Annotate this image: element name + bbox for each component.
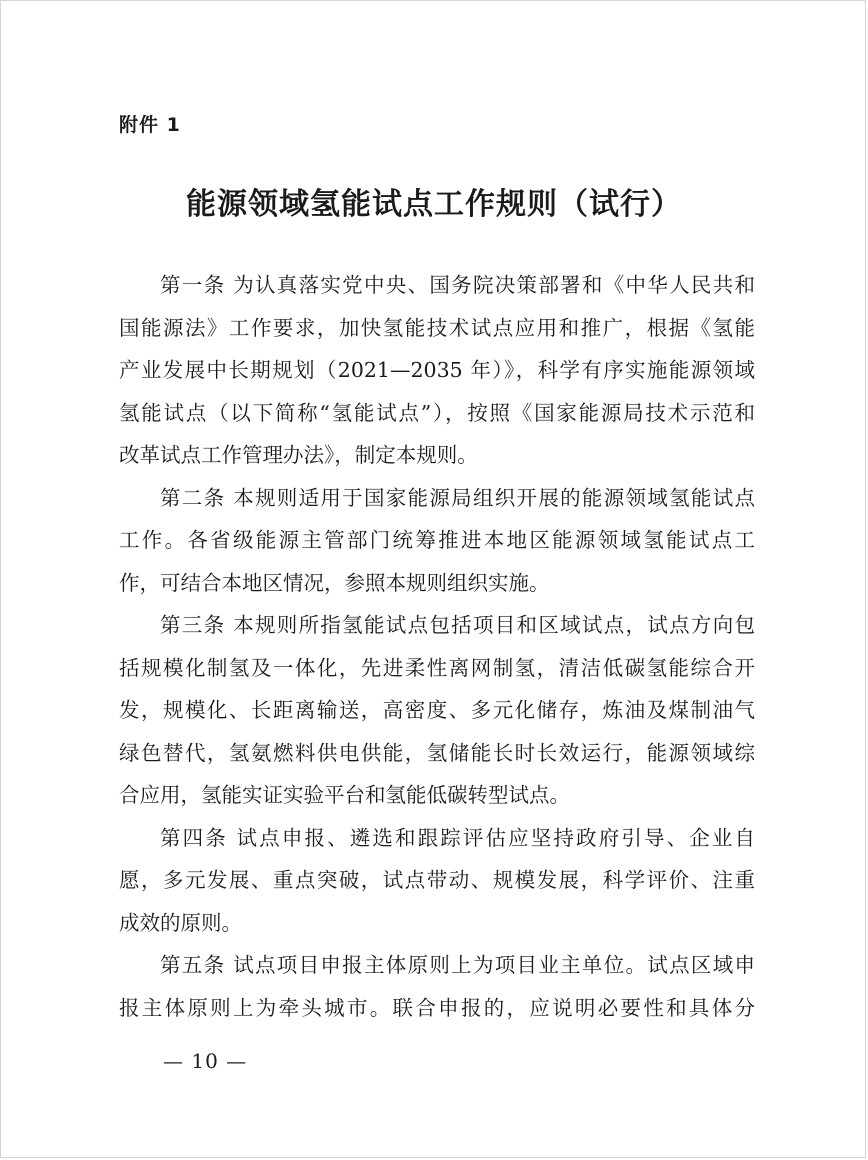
text-line: 改革试点工作管理办法》，制定本规则。: [119, 443, 478, 467]
paragraph-article-4: [119, 817, 755, 945]
document-title: 能源领域氢能试点工作规则（试行）: [186, 187, 682, 222]
paragraph-article-5: [119, 944, 755, 1029]
text-line: 国能源法》工作要求，加快氢能技术试点应用和推广，根据《氢能: [119, 315, 755, 340]
attachment-label: 附件 1: [119, 114, 181, 136]
text-line: 第一条 为认真落实党中央、国务院决策部署和《中华人民共和: [160, 273, 755, 297]
text-line: 作，可结合本地区情况，参照本规则组织实施。: [119, 570, 550, 595]
text-line: 第三条 本规则所指氢能试点包括项目和区域试点，试点方向包: [160, 613, 755, 637]
text-line: 第四条 试点申报、遴选和跟踪评估应坚持政府引导、企业自: [160, 825, 755, 850]
text-line: 括规模化制氢及一体化，先进柔性离网制氢，清洁低碳氢能综合开: [119, 655, 755, 680]
text-line: 成效的原则。: [119, 910, 242, 935]
text-line: 合应用，氢能实证实验平台和氢能低碳转型试点。: [119, 783, 570, 807]
text-line: 第二条 本规则适用于国家能源局组织开展的能源领域氢能试点: [160, 485, 755, 510]
page-number: — 10 —: [163, 1049, 248, 1073]
paragraph-article-3: [119, 604, 755, 817]
document-body: [119, 264, 755, 1029]
text-line: 愿，多元发展、重点突破，试点带动、规模发展，科学评价、注重: [119, 868, 755, 892]
text-line: 第五条 试点项目申报主体原则上为项目业主单位。试点区域申: [160, 953, 755, 977]
text-line: 绿色替代，氢氨燃料供电供能，氢储能长时长效运行，能源领域综: [119, 740, 755, 765]
text-line: 发，规模化、长距离输送，高密度、多元化储存，炼油及煤制油气: [119, 698, 755, 722]
paragraph-article-1: [119, 264, 755, 477]
paragraph-article-2: [119, 477, 755, 605]
text-line: 氢能试点（以下简称“氢能试点”），按照《国家能源局技术示范和: [119, 400, 755, 425]
text-line: 报主体原则上为牵头城市。联合申报的，应说明必要性和具体分: [119, 995, 755, 1020]
text-line: 工作。各省级能源主管部门统筹推进本地区能源领域氢能试点工: [119, 528, 755, 552]
text-line: 产业发展中长期规划（2021—2035 年）》，科学有序实施能源领域: [119, 358, 755, 382]
